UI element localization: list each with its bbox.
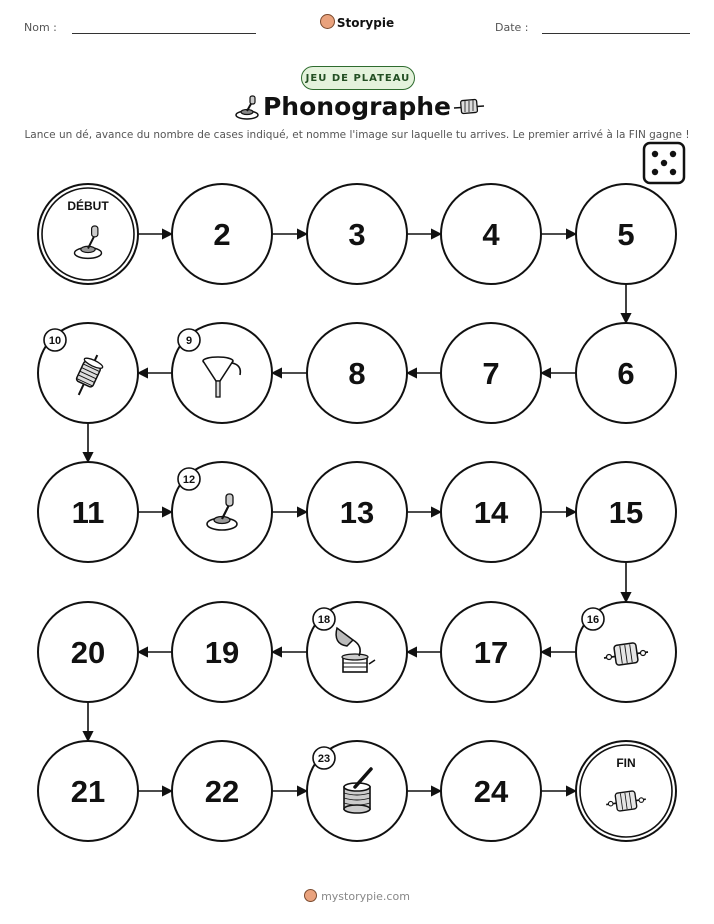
space-number: 5 xyxy=(617,217,635,252)
board-space-24 xyxy=(441,741,541,841)
space-number: 9 xyxy=(185,335,193,347)
space-number: 7 xyxy=(482,356,500,391)
board-space-19 xyxy=(172,602,272,702)
space-number: 8 xyxy=(348,356,366,391)
board-space-25 xyxy=(576,741,676,841)
board-space-5 xyxy=(576,184,676,284)
space-number: 20 xyxy=(70,635,106,670)
board-space-12 xyxy=(172,462,272,562)
space-number: 14 xyxy=(473,495,509,530)
end-label: FIN xyxy=(616,756,636,770)
board-space-23 xyxy=(307,741,407,841)
space-number: 16 xyxy=(586,614,600,626)
space-number: 11 xyxy=(71,495,105,530)
board-space-18 xyxy=(307,602,407,702)
board-space-11 xyxy=(38,462,138,562)
board-space-21 xyxy=(38,741,138,841)
board-space-1 xyxy=(38,184,138,284)
space-number: 4 xyxy=(482,217,500,252)
space-number: 23 xyxy=(317,753,331,765)
board-space-13 xyxy=(307,462,407,562)
space-number: 18 xyxy=(317,614,331,626)
space-number: 19 xyxy=(204,635,240,670)
board-space-8 xyxy=(307,323,407,423)
space-number: 12 xyxy=(182,474,196,486)
space-number: 6 xyxy=(617,356,635,391)
date-label: Date : xyxy=(495,21,529,34)
space-number: 24 xyxy=(473,774,509,809)
footer xyxy=(0,889,714,903)
board-space-14 xyxy=(441,462,541,562)
board-space-6 xyxy=(576,323,676,423)
space-number: 21 xyxy=(70,774,106,809)
instructions: Lance un dé, avance du nombre de cases indiqué, et nomme l'image sur laquelle tu arrives. Le premier arrivé à la FIN gagne ! xyxy=(24,129,690,141)
footer-url: mystorypie.com xyxy=(321,890,410,903)
board-space-22 xyxy=(172,741,272,841)
board-space-15 xyxy=(576,462,676,562)
space-number: 2 xyxy=(213,217,231,252)
board-space-20 xyxy=(38,602,138,702)
board-space-17 xyxy=(441,602,541,702)
board-space-4 xyxy=(441,184,541,284)
board-space-7 xyxy=(441,323,541,423)
board-space-2 xyxy=(172,184,272,284)
space-number: 3 xyxy=(348,217,366,252)
space-number: 22 xyxy=(204,774,240,809)
board-space-3 xyxy=(307,184,407,284)
brand-name: Storypie xyxy=(336,16,395,30)
space-number: 17 xyxy=(473,635,509,670)
space-number: 15 xyxy=(608,495,644,530)
category-badge: JEU DE PLATEAU xyxy=(301,66,415,90)
page-title-text: Phonographe xyxy=(262,92,451,121)
board-space-9 xyxy=(172,323,272,423)
board-space-16 xyxy=(576,602,676,702)
space-number: 10 xyxy=(48,335,62,347)
mascot-icon xyxy=(304,889,317,902)
space-number: 13 xyxy=(339,495,375,530)
board-space-10 xyxy=(38,323,138,423)
start-label: DÉBUT xyxy=(67,199,109,213)
name-label: Nom : xyxy=(24,21,57,34)
